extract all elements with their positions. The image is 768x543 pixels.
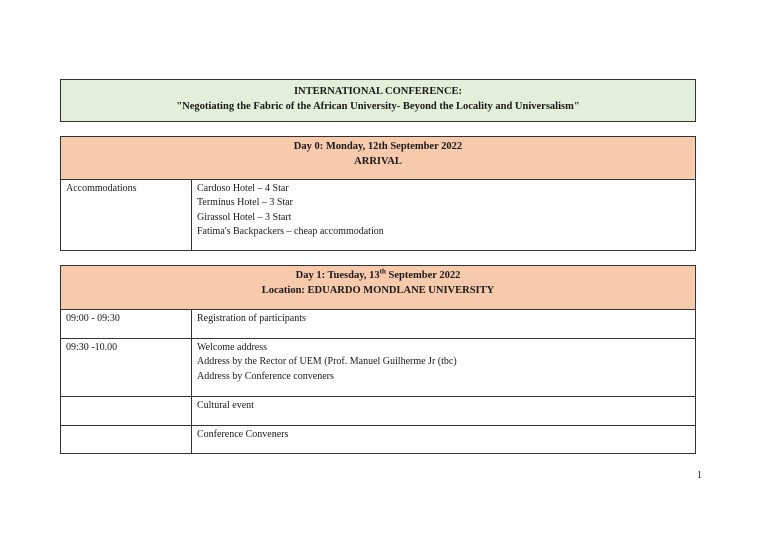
table-row <box>61 426 695 454</box>
list-item: Cardoso Hotel – 4 Star <box>197 183 289 194</box>
table-row <box>61 339 695 397</box>
accommodations-label: Accommodations <box>61 180 192 250</box>
day0-subheading: ARRIVAL <box>354 156 402 167</box>
day1-location: Location: EDUARDO MONDLANE UNIVERSITY <box>261 285 495 296</box>
table-row <box>61 397 695 426</box>
table-row <box>61 180 695 250</box>
time-cell <box>61 397 192 426</box>
time-cell <box>61 426 192 454</box>
conference-title: "Negotiating the Fabric of the African University- Beyond the Locality and Universalism" <box>176 101 580 112</box>
day0-header <box>61 137 695 180</box>
conference-heading: INTERNATIONAL CONFERENCE: <box>293 86 463 97</box>
day1-table <box>60 265 696 454</box>
time-cell: 09:30 -10.00 <box>61 339 192 397</box>
day0-table <box>60 136 696 251</box>
page-number: 1 <box>697 470 702 481</box>
table-row <box>61 310 695 339</box>
day1-header <box>61 266 695 310</box>
time-cell: 09:00 - 09:30 <box>61 310 192 339</box>
list-item: Girassol Hotel – 3 Start <box>197 211 292 223</box>
conference-title-box <box>60 79 696 122</box>
day1-heading: Day 1: Tuesday, 13th September 2022 <box>295 267 461 281</box>
day0-heading: Day 0: Monday, 12th September 2022 <box>293 141 463 152</box>
day0-rows <box>61 180 695 250</box>
accommodations-list <box>192 180 696 250</box>
activity-cell: Cultural event <box>192 397 696 426</box>
day1-rows <box>61 310 695 453</box>
list-item: Terminus Hotel – 3 Star <box>197 197 293 209</box>
activity-cell: Welcome address Address by the Rector of UEM (Prof. Manuel Guilherme Jr (tbc) Address by Conference conveners <box>192 339 696 397</box>
list-item: Fatima's Backpackers – cheap accommodation <box>197 225 384 237</box>
activity-cell: Conference Conveners <box>197 429 289 440</box>
activity-cell: Registration of participants <box>192 310 696 339</box>
